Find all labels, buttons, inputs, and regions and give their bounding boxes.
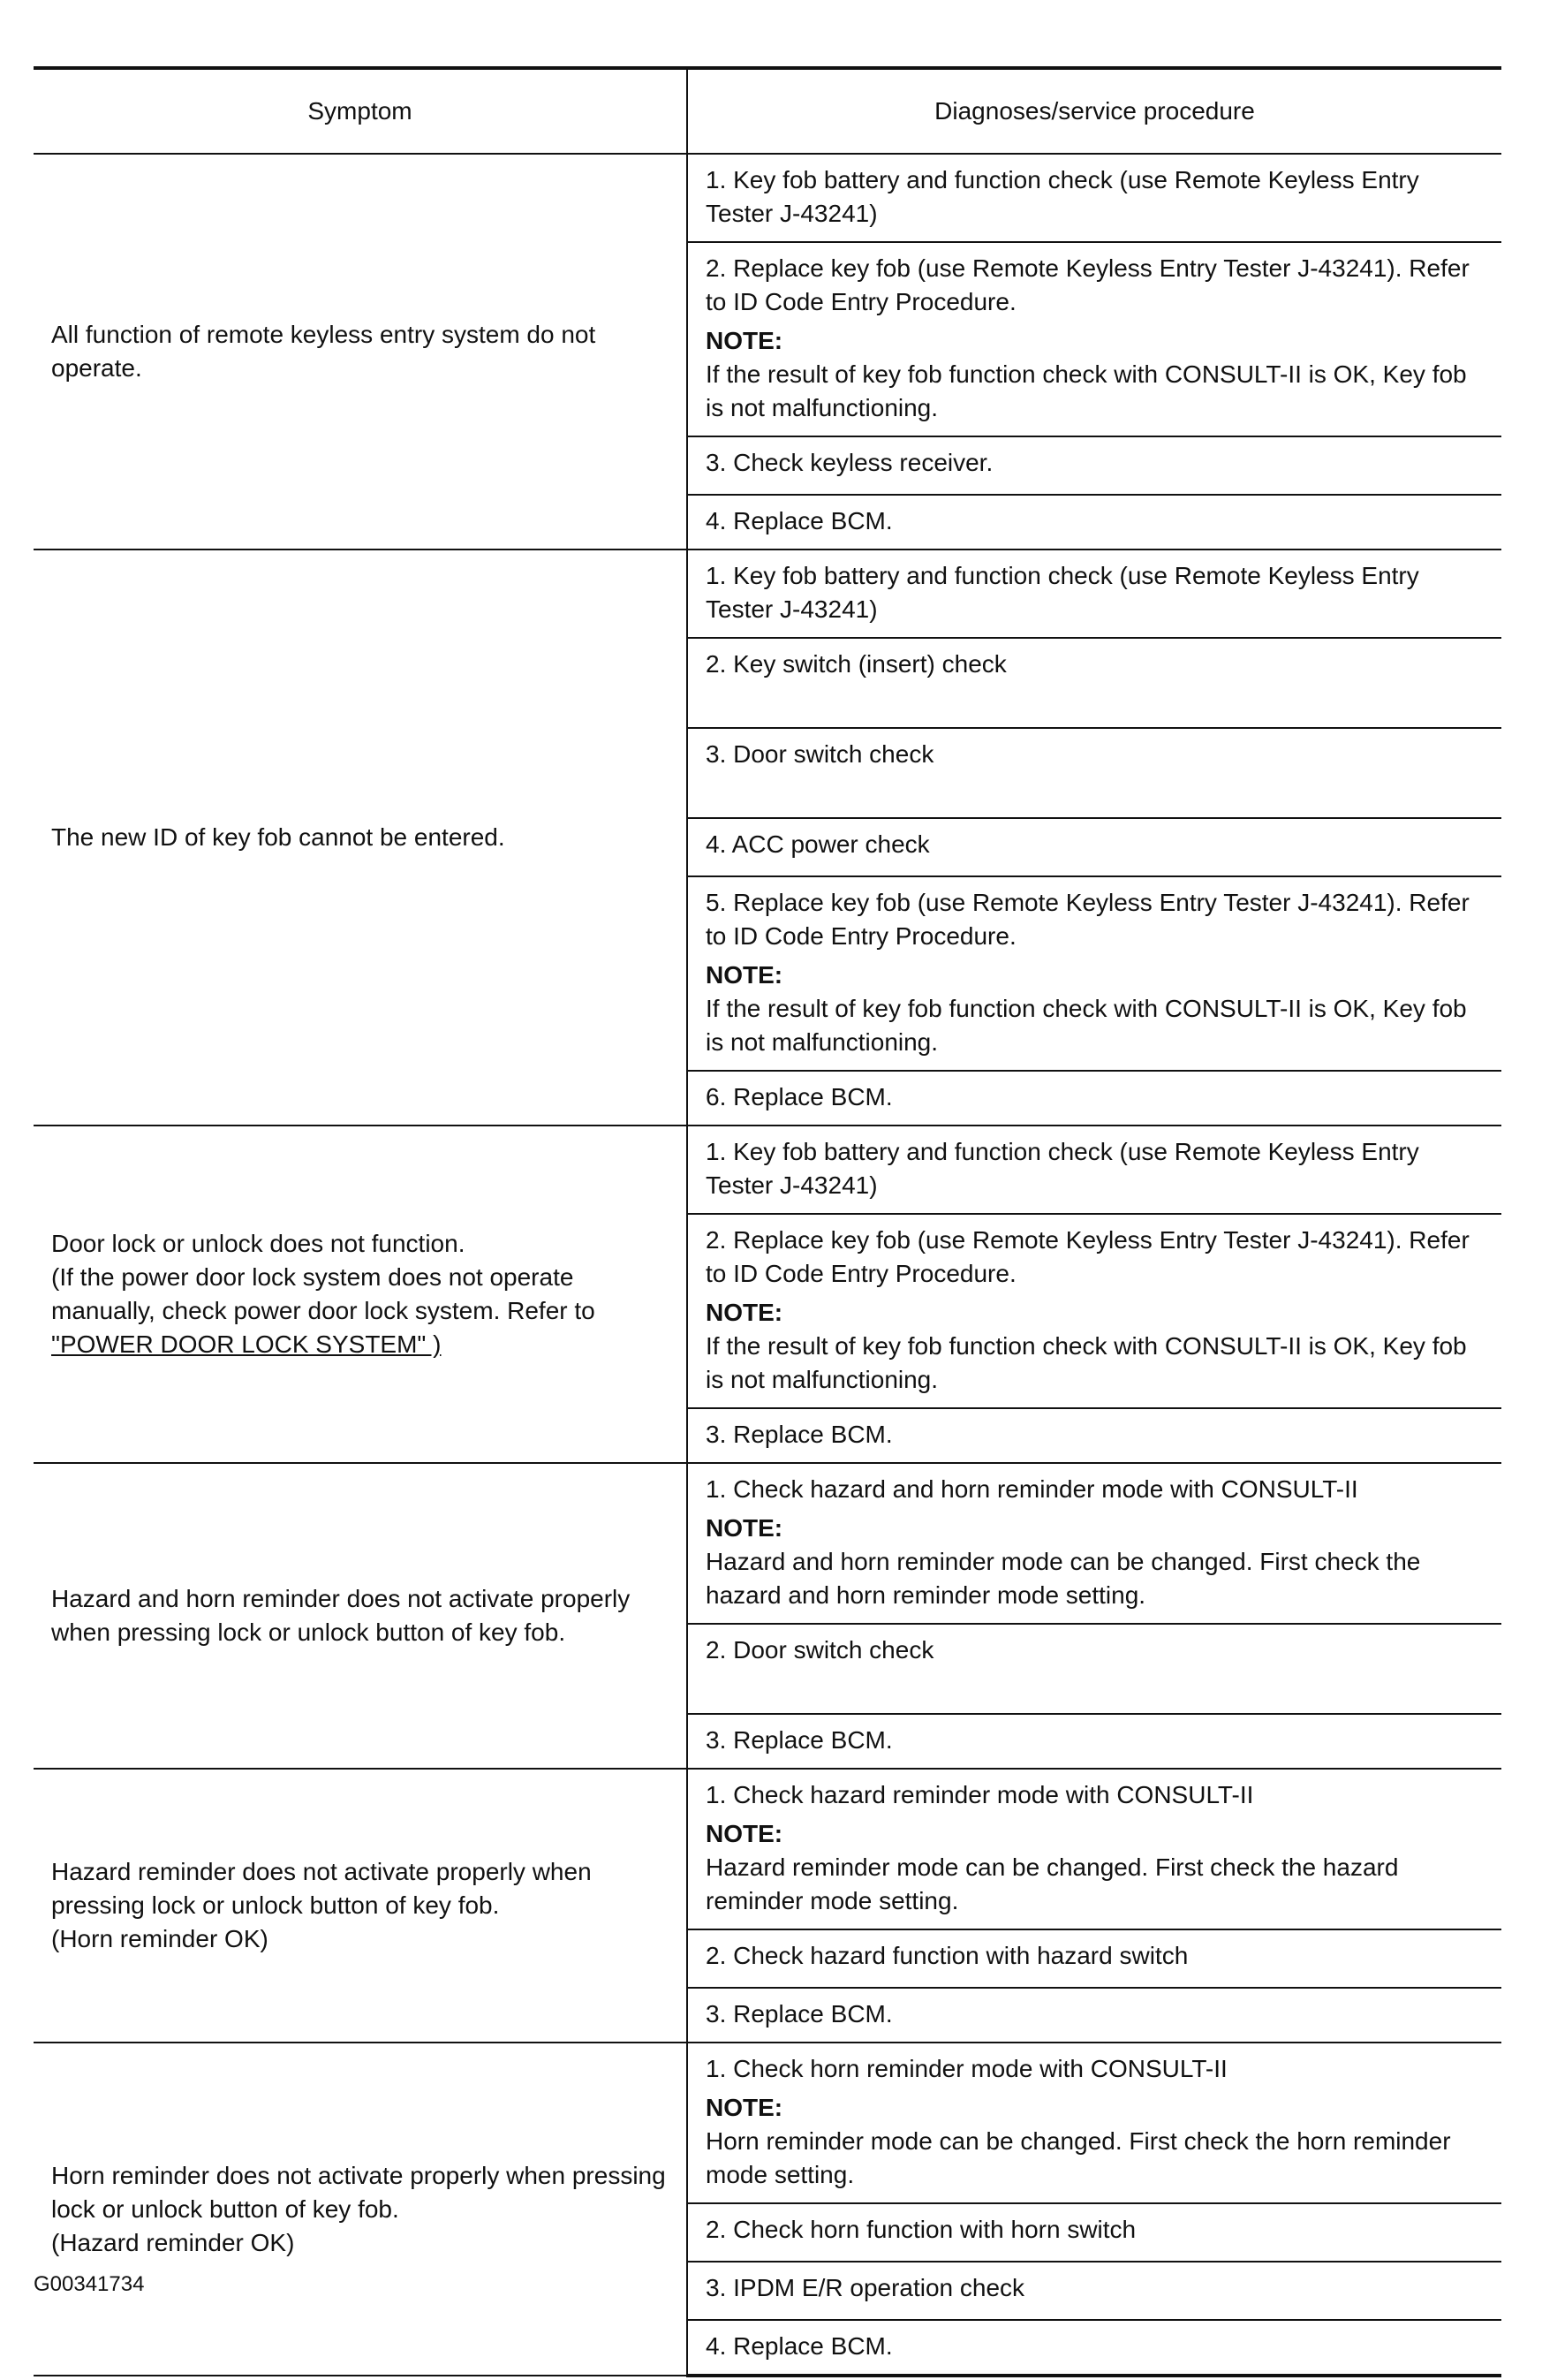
diagnosis-table bbox=[34, 66, 1501, 2377]
procedure-step-cell bbox=[687, 1624, 1501, 1714]
document-id: G00341734 bbox=[34, 2272, 145, 2296]
procedure-step-text: 1. Check hazard and horn reminder mode with CONSULT-II bbox=[706, 1475, 1358, 1503]
procedure-step-text: 1. Key fob battery and function check (use Remote Keyless Entry Tester J-43241) bbox=[706, 166, 1419, 227]
procedure-step-cell bbox=[687, 2320, 1501, 2376]
symptom-text: (Horn reminder OK) bbox=[51, 1925, 268, 1952]
procedure-step-text: 1. Check horn reminder mode with CONSULT-II bbox=[706, 2055, 1228, 2082]
table-row bbox=[34, 154, 1501, 242]
procedure-step-text: 3. Replace BCM. bbox=[706, 1726, 893, 1754]
note-label: NOTE: bbox=[706, 1820, 783, 1847]
procedure-step-text: 2. Key switch (insert) check bbox=[706, 650, 1007, 678]
procedure-step-text: 5. Replace key fob (use Remote Keyless Entry Tester J-43241). Refer to ID Code Entry Procedure. bbox=[706, 889, 1470, 950]
procedure-step-text: 1. Check hazard reminder mode with CONSULT-II bbox=[706, 1781, 1254, 1808]
procedure-step-cell bbox=[687, 1988, 1501, 2043]
procedure-step-cell bbox=[687, 1071, 1501, 1126]
procedure-step-cell bbox=[687, 2043, 1501, 2203]
note-label: NOTE: bbox=[706, 1299, 783, 1326]
symptom-text: All function of remote keyless entry system do not operate. bbox=[51, 321, 596, 382]
note-text: Horn reminder mode can be changed. First check the horn reminder mode setting. bbox=[706, 2127, 1451, 2188]
procedure-step-cell bbox=[687, 1769, 1501, 1929]
note-label: NOTE: bbox=[706, 961, 783, 989]
table-row bbox=[34, 1769, 1501, 1929]
procedure-step-text: 3. IPDM E/R operation check bbox=[706, 2274, 1025, 2301]
procedure-step-text: 1. Key fob battery and function check (use Remote Keyless Entry Tester J-43241) bbox=[706, 1138, 1419, 1199]
symptom-cell bbox=[34, 1126, 687, 1463]
note-label: NOTE: bbox=[706, 1514, 783, 1542]
procedure-step-cell bbox=[687, 728, 1501, 818]
note-label: NOTE: bbox=[706, 327, 783, 354]
symptom-text: Door lock or unlock does not function. bbox=[51, 1230, 465, 1257]
table-row bbox=[34, 1126, 1501, 1214]
procedure-step-cell bbox=[687, 638, 1501, 728]
procedure-step-cell bbox=[687, 876, 1501, 1071]
header-procedure: Diagnoses/service procedure bbox=[687, 68, 1501, 154]
symptom-text: The new ID of key fob cannot be entered. bbox=[51, 823, 505, 851]
header-symptom: Symptom bbox=[34, 68, 687, 154]
symptom-cell bbox=[34, 154, 687, 550]
procedure-step-cell bbox=[687, 436, 1501, 495]
procedure-step-cell bbox=[687, 1408, 1501, 1463]
procedure-step-text: 3. Replace BCM. bbox=[706, 2000, 893, 2028]
procedure-step-text: 3. Door switch check bbox=[706, 740, 934, 768]
procedure-step-text: 3. Check keyless receiver. bbox=[706, 449, 994, 476]
procedure-step-cell bbox=[687, 1214, 1501, 1408]
note-label: NOTE: bbox=[706, 2094, 783, 2121]
symptom-text: Hazard and horn reminder does not activate properly when pressing lock or unlock button of key fob. bbox=[51, 1585, 631, 1646]
symptom-text: Hazard reminder does not activate properly when pressing lock or unlock button of key fob. bbox=[51, 1858, 592, 1919]
procedure-step-cell bbox=[687, 550, 1501, 638]
symptom-text: (Hazard reminder OK) bbox=[51, 2228, 295, 2256]
procedure-step-cell bbox=[687, 242, 1501, 436]
table-body bbox=[34, 154, 1501, 2376]
procedure-step-text: 2. Check horn function with horn switch bbox=[706, 2216, 1137, 2243]
table-row bbox=[34, 550, 1501, 638]
procedure-step-text: 4. Replace BCM. bbox=[706, 507, 893, 534]
procedure-step-cell bbox=[687, 154, 1501, 242]
procedure-step-cell bbox=[687, 1463, 1501, 1624]
symptom-cell bbox=[34, 550, 687, 1126]
table-row bbox=[34, 1463, 1501, 1624]
procedure-step-cell bbox=[687, 1126, 1501, 1214]
symptom-text: Horn reminder does not activate properly when pressing lock or unlock button of key fob. bbox=[51, 2161, 666, 2223]
symptom-cell bbox=[34, 1769, 687, 2043]
procedure-step-cell bbox=[687, 818, 1501, 876]
procedure-step-text: 3. Replace BCM. bbox=[706, 1421, 893, 1448]
note-text: If the result of key fob function check with CONSULT-II is OK, Key fob is not malfunctioning. bbox=[706, 995, 1467, 1056]
procedure-step-text: 2. Door switch check bbox=[706, 1636, 934, 1664]
note-text: Hazard and horn reminder mode can be changed. First check the hazard and horn reminder mode setting. bbox=[706, 1548, 1421, 1609]
procedure-step-text: 4. Replace BCM. bbox=[706, 2332, 893, 2360]
procedure-step-cell bbox=[687, 1929, 1501, 1988]
procedure-step-cell bbox=[687, 1714, 1501, 1769]
symptom-text: (If the power door lock system does not operate manually, check power door lock system. Refer to bbox=[51, 1263, 595, 1324]
procedure-step-text: 6. Replace BCM. bbox=[706, 1083, 893, 1110]
symptom-cell bbox=[34, 1463, 687, 1769]
reference-link[interactable]: "POWER DOOR LOCK SYSTEM" ) bbox=[51, 1330, 442, 1358]
table-row bbox=[34, 2043, 1501, 2203]
symptom-cell bbox=[34, 2043, 687, 2376]
note-text: If the result of key fob function check with CONSULT-II is OK, Key fob is not malfunctioning. bbox=[706, 360, 1467, 421]
procedure-step-text: 2. Check hazard function with hazard switch bbox=[706, 1942, 1189, 1969]
procedure-step-text: 2. Replace key fob (use Remote Keyless Entry Tester J-43241). Refer to ID Code Entry Procedure. bbox=[706, 1226, 1470, 1287]
table-header-row bbox=[34, 68, 1501, 154]
procedure-step-cell bbox=[687, 2203, 1501, 2262]
procedure-step-cell bbox=[687, 495, 1501, 550]
procedure-step-cell bbox=[687, 2262, 1501, 2320]
note-text: Hazard reminder mode can be changed. First check the hazard reminder mode setting. bbox=[706, 1853, 1399, 1914]
procedure-step-text: 4. ACC power check bbox=[706, 830, 930, 858]
note-text: If the result of key fob function check with CONSULT-II is OK, Key fob is not malfunctioning. bbox=[706, 1332, 1467, 1393]
procedure-step-text: 2. Replace key fob (use Remote Keyless Entry Tester J-43241). Refer to ID Code Entry Procedure. bbox=[706, 254, 1470, 315]
procedure-step-text: 1. Key fob battery and function check (use Remote Keyless Entry Tester J-43241) bbox=[706, 562, 1419, 623]
